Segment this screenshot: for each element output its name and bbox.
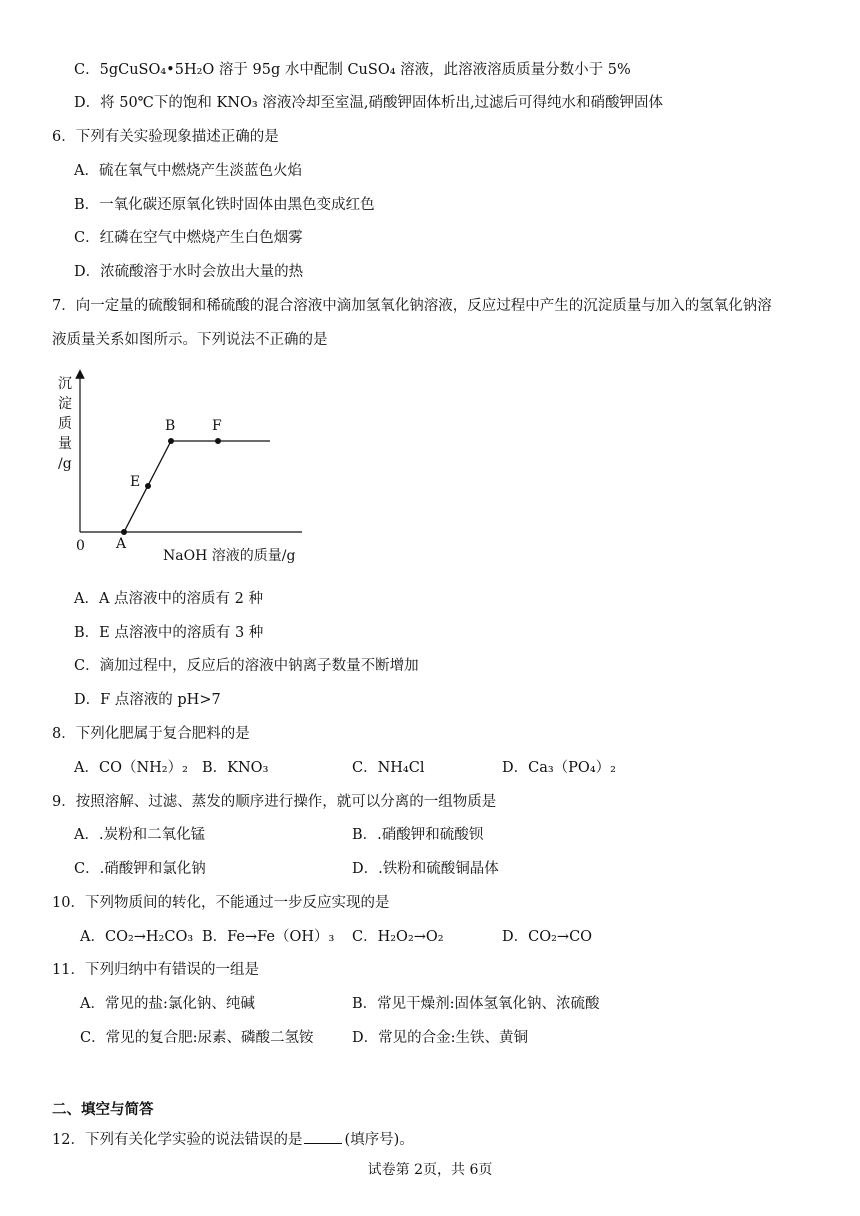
ylabel-char-5: /g (58, 456, 72, 472)
point-f-label: F (212, 418, 222, 434)
q7-option-d: D．F 点溶液的 pH>7 (74, 692, 221, 708)
point-f-marker (215, 438, 221, 444)
point-b-marker (168, 438, 174, 444)
q5-option-d: D．将 50℃下的饱和 KNO₃ 溶液冷却至室温,硝酸钾固体析出,过滤后可得纯水和硝酸钾固体 (74, 95, 664, 111)
precipitate-mass-graph (50, 366, 310, 576)
q6-option-c: C．红磷在空气中燃烧产生白色烟雾 (74, 230, 303, 246)
q10-option-c: C．H₂O₂→O₂ (352, 929, 444, 945)
page-footer: 试卷第 2页，共 6页 (367, 1162, 493, 1178)
q10-option-a: A．CO₂→H₂CO₃ (80, 929, 194, 945)
point-a-marker (121, 529, 127, 535)
q8-stem: 8．下列化肥属于复合肥料的是 (52, 726, 250, 742)
q10-option-b: B．Fe→Fe（OH）₃ (202, 929, 335, 945)
q5-option-c: C．5gCuSO₄•5H₂O 溶于 95g 水中配制 CuSO₄ 溶液，此溶液溶质质量分数小于 5% (74, 62, 631, 78)
q10-stem: 10．下列物质间的转化，不能通过一步反应实现的是 (52, 895, 390, 911)
q9-option-c: C．.硝酸钾和氯化钠 (74, 861, 206, 877)
q9-stem: 9．按照溶解、过滤、蒸发的顺序进行操作，就可以分离的一组物质是 (52, 794, 497, 810)
section-heading: 二、填空与简答 (52, 1102, 154, 1118)
ylabel-char-2: 淀 (58, 396, 72, 412)
q7-option-a: A．A 点溶液中的溶质有 2 种 (74, 591, 263, 607)
q9-option-b: B．.硝酸钾和硫酸钡 (352, 827, 484, 843)
ylabel-char-4: 量 (58, 436, 72, 452)
xlabel: NaOH 溶液的质量/g (163, 548, 296, 564)
q8-option-d: D．Ca₃（PO₄）₂ (502, 760, 616, 776)
q6-option-b: B．一氧化碳还原氧化铁时固体由黑色变成红色 (74, 197, 375, 213)
q12-answer-blank[interactable] (304, 1129, 342, 1144)
point-e-label: E (130, 474, 141, 490)
q7-stem-line2: 液质量关系如图所示。下列说法不正确的是 (52, 332, 328, 348)
q10-option-d: D．CO₂→CO (502, 929, 593, 945)
q12-suffix: (填序号)。 (344, 1132, 414, 1148)
q11-stem: 11．下列归纳中有错误的一组是 (52, 962, 259, 978)
point-e-marker (145, 483, 151, 489)
q7-stem-line1: 7．向一定量的硫酸铜和稀硫酸的混合溶液中滴加氢氧化钠溶液，反应过程中产生的沉淀质量与加入的氢氧化钠溶 (52, 298, 772, 314)
point-b-label: B (165, 418, 176, 434)
ylabel-char-3: 质 (58, 416, 72, 432)
origin-label: 0 (76, 538, 85, 554)
q7-option-b: B．E 点溶液中的溶质有 3 种 (74, 625, 264, 641)
q11-option-c: C．常见的复合肥:尿素、磷酸二氢铵 (80, 1030, 314, 1046)
q9-option-d: D．.铁粉和硫酸铜晶体 (352, 861, 499, 877)
q9-option-a: A．.炭粉和二氧化锰 (74, 827, 206, 843)
q12-text: 12．下列有关化学实验的说法错误的是 (52, 1132, 303, 1148)
q6-stem: 6．下列有关实验现象描述正确的是 (52, 129, 279, 145)
q12-stem (52, 1129, 414, 1150)
point-a-label: A (116, 536, 127, 552)
q11-option-b: B．常见干燥剂:固体氢氧化钠、浓硫酸 (352, 996, 600, 1012)
q8-option-b: B．KNO₃ (202, 760, 269, 776)
q7-option-c: C．滴加过程中，反应后的溶液中钠离子数量不断增加 (74, 658, 419, 674)
q11-option-d: D．常见的合金:生铁、黄铜 (352, 1030, 529, 1046)
q8-option-a: A．CO（NH₂）₂ (74, 760, 188, 776)
q6-option-a: A．硫在氧气中燃烧产生淡蓝色火焰 (74, 163, 302, 179)
q6-option-d: D．浓硫酸溶于水时会放出大量的热 (74, 264, 304, 280)
q11-option-a: A．常见的盐:氯化钠、纯碱 (80, 996, 255, 1012)
ylabel-char-1: 沉 (58, 376, 72, 392)
q8-option-c: C．NH₄Cl (352, 760, 425, 776)
